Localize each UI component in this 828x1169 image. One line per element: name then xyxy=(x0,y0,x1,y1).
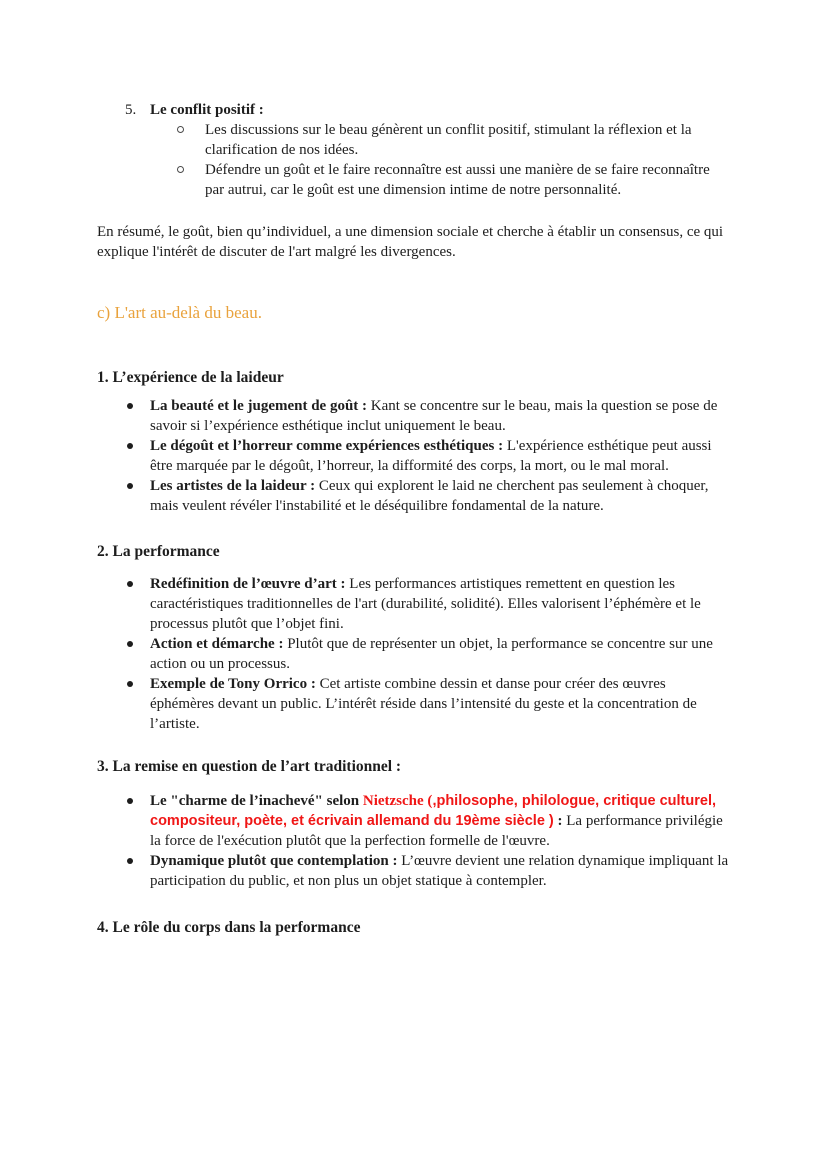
list-item xyxy=(97,674,731,734)
bullet-text: Plutôt que de représenter un objet, la performance se concentre sur une action ou un processus. xyxy=(150,636,713,672)
subsection-title-3: 3. La remise en question de l’art traditionnel : xyxy=(97,758,402,775)
subsection-title-1: 1. L’expérience de la laideur xyxy=(97,369,284,386)
bullet-lead: Le "charme de l’inachevé" selon xyxy=(150,793,363,809)
bullet-text: Cet artiste combine dessin et danse pour créer des œuvres éphémères devant un public. L’intérêt réside dans l’intensité du geste et la concentration de l’artiste. xyxy=(150,676,697,732)
sub-bullet-text: Défendre un goût et le faire reconnaître est aussi une manière de se faire reconnaître par autrui, car le goût est une dimension intime de notre personnalité. xyxy=(205,162,710,198)
numbered-item-title-row xyxy=(97,100,731,120)
bullet-icon xyxy=(127,581,133,587)
list-item-nietzsche xyxy=(97,791,731,851)
bullet-text: L'expérience esthétique peut aussi être marquée par le dégoût, l’horreur, la difformité des corps, la mort, ou le mal moral. xyxy=(150,438,712,474)
list-item xyxy=(97,396,731,436)
list-item xyxy=(97,574,731,634)
bullet-icon xyxy=(127,798,133,804)
list-item xyxy=(97,634,731,674)
bullet-text: Kant se concentre sur le beau, mais la question se pose de savoir si l’expérience esthétique inclut uniquement le beau. xyxy=(150,398,718,434)
numbered-list-item-5 xyxy=(97,0,731,200)
bullet-colon: : xyxy=(553,813,567,829)
bullet-icon xyxy=(127,681,133,687)
list-item xyxy=(97,120,731,160)
bullet-lead: Exemple de Tony Orrico : xyxy=(150,676,316,692)
bullet-text: L’œuvre devient une relation dynamique impliquant la participation du public, et non plus un objet statique à contempler. xyxy=(150,853,729,889)
bullet-lead: Action et démarche : xyxy=(150,636,284,652)
subsection-title-4: 4. Le rôle du corps dans la performance xyxy=(97,919,361,936)
bullet-list-2 xyxy=(97,574,731,734)
bullet-text: Ceux qui explorent le laid ne cherchent pas seulement à choquer, mais veulent révéler l'instabilité et le déséquilibre fondamental de la nature. xyxy=(150,478,709,514)
list-item xyxy=(97,476,731,516)
bullet-icon xyxy=(127,858,133,864)
bullet-icon xyxy=(127,483,133,489)
sub-bullet-text: Les discussions sur le beau génèrent un conflit positif, stimulant la réflexion et la clarification de nos idées. xyxy=(205,122,692,158)
list-item xyxy=(97,436,731,476)
nietzsche-close-paren-red: ) xyxy=(544,813,554,829)
list-item xyxy=(97,851,731,891)
bullet-text: La performance privilégie la force de l'exécution plutôt que la perfection formelle de l'œuvre. xyxy=(150,813,723,849)
bullet-lead: Dynamique plutôt que contemplation : xyxy=(150,853,398,869)
list-item xyxy=(97,160,731,200)
hollow-bullet-icon xyxy=(177,166,184,173)
bullet-list-1 xyxy=(97,396,731,516)
bullet-icon xyxy=(127,641,133,647)
bullet-icon xyxy=(127,403,133,409)
numbered-item-title: Le conflit positif : xyxy=(150,102,264,118)
summary-paragraph: En résumé, le goût, bien qu’individuel, a une dimension sociale et cherche à établir un consensus, ce qui explique l'intérêt de discuter de l'art malgré les divergences. xyxy=(97,224,724,260)
nietzsche-name-red: Nietzsche ( xyxy=(362,793,433,809)
bullet-list-3 xyxy=(97,791,731,891)
bullet-lead: La beauté et le jugement de goût : xyxy=(150,398,368,414)
list-number: 5. xyxy=(125,102,137,118)
bullet-lead: Le dégoût et l’horreur comme expériences esthétiques : xyxy=(150,438,504,454)
bullet-lead: Redéfinition de l’œuvre d’art : xyxy=(150,576,346,592)
hollow-bullet-icon xyxy=(177,126,184,133)
bullet-text: Les performances artistiques remettent en question les caractéristiques traditionnelles de l'art (durabilité, solidité). Elles valorisent l’éphémère et le processus plutôt que l’objet fini. xyxy=(150,576,701,632)
section-heading-c: c) L'art au-delà du beau. xyxy=(97,303,262,322)
bullet-icon xyxy=(127,443,133,449)
nietzsche-description-red: ,philosophe, philologue, critique culturel, compositeur, poète, et écrivain allemand du 19ème siècle xyxy=(150,793,717,829)
bullet-lead: Les artistes de la laideur : xyxy=(150,478,316,494)
subsection-title-2: 2. La performance xyxy=(97,543,220,560)
